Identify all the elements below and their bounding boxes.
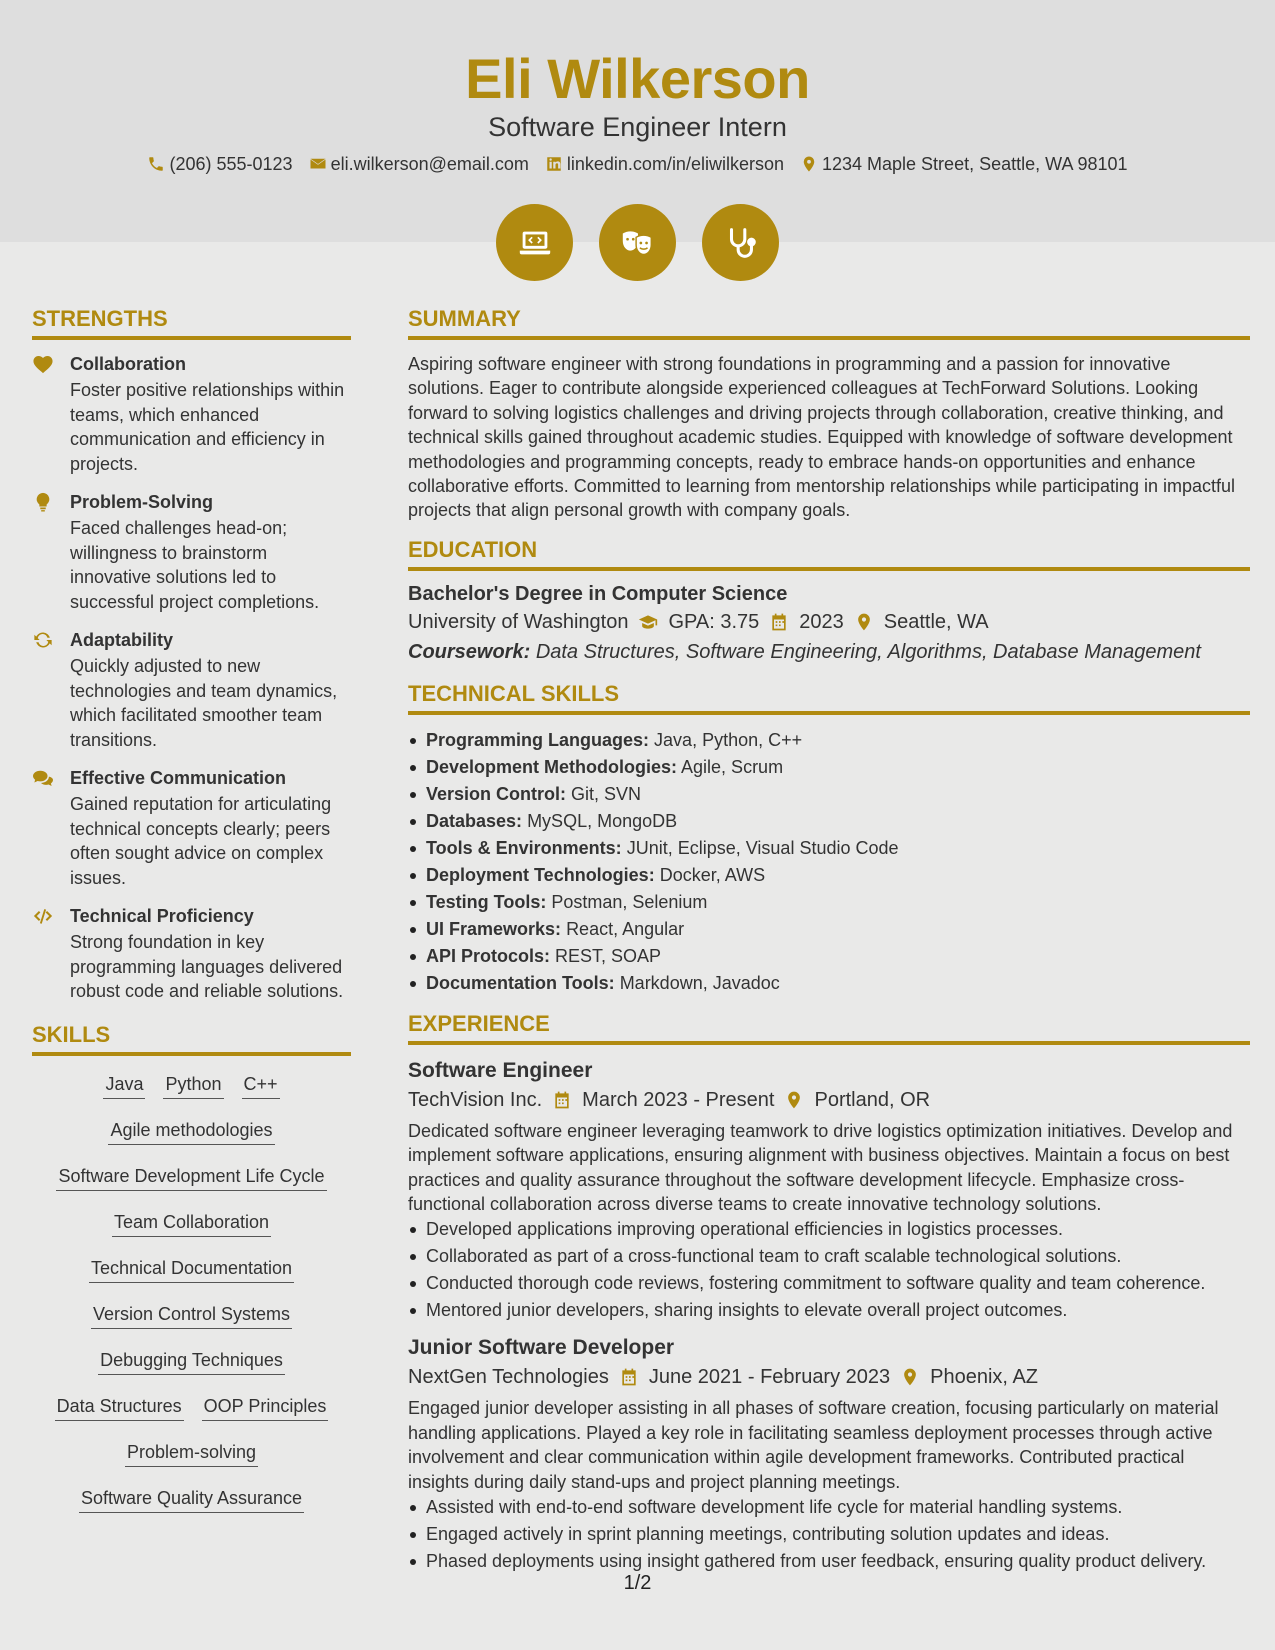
skill-values: Git, SVN (571, 783, 642, 804)
laptop-code-icon (496, 204, 573, 281)
skills-list (32, 1068, 351, 1513)
job-description: Engaged junior developer assisting in all phases of software creation, focusing particularly on material handling applications. Played a key role in facilitating seamless deployment processes through active involvement and clear communication within agile development frameworks. Contributed practical insights during daily stand-ups and project planning meetings. (408, 1398, 1219, 1492)
strength-title: Adaptability (70, 630, 174, 650)
list-item (408, 754, 1250, 781)
map-marker-icon (784, 1090, 804, 1110)
strength-item (32, 352, 351, 476)
education-year: 2023 (799, 610, 844, 633)
hobby-icons (0, 204, 1275, 281)
lightbulb-icon (32, 492, 54, 512)
phone-text: (206) 555-0123 (169, 154, 293, 174)
email-text: eli.wilkerson@email.com (330, 154, 529, 174)
theater-masks-icon (599, 204, 676, 281)
map-marker-icon (800, 155, 818, 173)
calendar-icon (769, 612, 789, 632)
skill-category: Databases: (426, 810, 523, 831)
list-item: Phased deployments using insight gathered from user feedback, ensuring quality product delivery. (408, 1548, 1250, 1575)
education-school: University of Washington (408, 610, 629, 633)
summary-heading: SUMMARY (408, 306, 1250, 340)
list-item: Mentored junior developers, sharing insights to elevate overall project outcomes. (408, 1297, 1250, 1324)
linkedin-text: linkedin.com/in/eliwilkerson (566, 154, 784, 174)
skill-values: REST, SOAP (555, 945, 662, 966)
strength-item (32, 490, 351, 614)
left-column (32, 306, 351, 1532)
list-item: Developed applications improving operational efficiencies in logistics processes. (408, 1216, 1250, 1243)
list-item (408, 970, 1250, 997)
skill-tag: Technical Documentation (89, 1256, 294, 1283)
skill-category: Testing Tools: (426, 891, 547, 912)
skill-tag: Team Collaboration (112, 1210, 271, 1237)
skills-heading: SKILLS (32, 1022, 351, 1056)
education-heading: EDUCATION (408, 537, 1250, 571)
job-location: Portland, OR (814, 1088, 931, 1111)
strengths-heading: STRENGTHS (32, 306, 351, 340)
map-marker-icon (854, 612, 874, 632)
job-company: NextGen Technologies (408, 1366, 609, 1389)
skill-tag: Software Development Life Cycle (56, 1164, 326, 1191)
strength-title: Technical Proficiency (70, 906, 254, 926)
skill-category: Deployment Technologies: (426, 864, 655, 885)
job-description: Dedicated software engineer leveraging teamwork to drive logistics optimization initiatives. Develop and implement software applications, ensuring alignment with business objectives. Maintain a focus on best practices and quality assurance throughout the software development lifecycle. Emphasize cross-functional collaboration across diverse teams to create innovative technology solutions. (408, 1120, 1233, 1215)
code-icon (32, 906, 54, 926)
job-title: Software Engineer (408, 1058, 593, 1082)
job-entry (408, 1057, 1250, 1325)
list-item (408, 889, 1250, 916)
skill-tag: OOP Principles (202, 1394, 329, 1421)
education-gpa: GPA: 3.75 (668, 610, 760, 633)
strength-desc: Strong foundation in key programming languages delivered robust code and reliable solutions. (70, 932, 344, 1001)
strength-title: Effective Communication (70, 768, 287, 788)
strength-title: Collaboration (70, 354, 186, 374)
skill-category: Tools & Environments: (426, 837, 622, 858)
phone-icon (147, 155, 165, 173)
job-bullets (408, 1216, 1250, 1324)
job-company: TechVision Inc. (408, 1088, 543, 1111)
technical-skills-heading: TECHNICAL SKILLS (408, 681, 1250, 715)
job-entry (408, 1334, 1250, 1575)
job-bullets (408, 1494, 1250, 1575)
job-title: Junior Software Developer (408, 1336, 675, 1360)
contact-linkedin[interactable] (545, 152, 784, 176)
job-meta (408, 1362, 1250, 1392)
map-marker-icon (900, 1367, 920, 1387)
envelope-icon (309, 155, 327, 173)
education-degree: Bachelor's Degree in Computer Science (408, 582, 788, 605)
job-dates: March 2023 - Present (582, 1088, 775, 1111)
skill-values: Markdown, Javadoc (619, 972, 780, 993)
job-meta (408, 1085, 1250, 1115)
address-text: 1234 Maple Street, Seattle, WA 98101 (821, 154, 1128, 174)
summary-text: Aspiring software engineer with strong foundations in programming and a passion for innovative solutions. Eager to contribute alongside experienced colleagues at TechForward Solutions. Looking forward to solving logistics challenges and driving projects through collaboration, creative thinking, and technical skills gained throughout academic studies. Equipped with knowledge of software development methodologies and programming concepts, ready to embrace hands-on opportunities and enhance collaborative efforts. Committed to learning from mentorship relationships while participating in impactful projects that align personal growth with company goals. (408, 354, 1236, 521)
strength-desc: Gained reputation for articulating technical concepts clearly; peers often sought advice on complex issues. (70, 794, 332, 888)
strength-item (32, 904, 351, 1004)
job-dates: June 2021 - February 2023 (648, 1366, 891, 1389)
skill-values: Java, Python, C++ (654, 729, 803, 750)
list-item: Conducted thorough code reviews, fostering commitment to software quality and team coherence. (408, 1270, 1250, 1297)
list-item: Assisted with end-to-end software development life cycle for material handling systems. (408, 1494, 1250, 1521)
strength-desc: Foster positive relationships within teams, which enhanced communication and efficiency in projects. (70, 380, 345, 474)
list-item (408, 916, 1250, 943)
skill-category: Version Control: (426, 783, 567, 804)
list-item (408, 835, 1250, 862)
skill-category: Development Methodologies: (426, 756, 678, 777)
education-location: Seattle, WA (883, 610, 989, 633)
strength-item (32, 766, 351, 890)
list-item (408, 862, 1250, 889)
skill-values: React, Angular (566, 918, 685, 939)
calendar-icon (552, 1090, 572, 1110)
strength-item (32, 628, 351, 752)
job-location: Phoenix, AZ (930, 1366, 1038, 1389)
sync-icon (32, 630, 54, 650)
list-item: Engaged actively in sprint planning meetings, contributing solution updates and ideas. (408, 1521, 1250, 1548)
candidate-name: Eli Wilkerson (465, 47, 810, 110)
skill-values: Agile, Scrum (681, 756, 784, 777)
contact-phone[interactable] (147, 152, 292, 176)
skill-category: Documentation Tools: (426, 972, 615, 993)
skill-values: JUnit, Eclipse, Visual Studio Code (626, 837, 899, 858)
page-number: 1/2 (623, 1572, 652, 1594)
skill-tag: Problem-solving (125, 1440, 258, 1467)
skill-tag: Agile methodologies (108, 1118, 274, 1145)
skill-category: API Protocols: (426, 945, 551, 966)
contact-email[interactable] (309, 152, 529, 176)
strength-title: Problem-Solving (70, 492, 214, 512)
skill-tag: Java (103, 1072, 145, 1099)
technical-skills-list (408, 727, 1250, 997)
linkedin-icon (545, 155, 563, 173)
skill-tag: Python (163, 1072, 223, 1099)
list-item (408, 727, 1250, 754)
skill-tag: Software Quality Assurance (79, 1486, 304, 1513)
skill-tag: C++ (242, 1072, 280, 1099)
strength-desc: Faced challenges head-on; willingness to brainstorm innovative solutions led to successful project completions. (70, 518, 320, 612)
list-item (408, 943, 1250, 970)
contact-bar (0, 152, 1275, 176)
list-item (408, 808, 1250, 835)
comments-icon (32, 768, 54, 788)
skill-tag: Debugging Techniques (98, 1348, 285, 1375)
skill-values: Docker, AWS (659, 864, 766, 885)
right-column (408, 306, 1250, 1585)
skill-tag: Data Structures (55, 1394, 184, 1421)
skill-tag: Version Control Systems (91, 1302, 292, 1329)
education-meta (408, 607, 1250, 637)
calendar-icon (619, 1367, 639, 1387)
list-item: Collaborated as part of a cross-functional team to craft scalable technological solutions. (408, 1243, 1250, 1270)
skill-category: UI Frameworks: (426, 918, 562, 939)
skill-category: Programming Languages: (426, 729, 650, 750)
skill-values: MySQL, MongoDB (527, 810, 678, 831)
stethoscope-icon (702, 204, 779, 281)
skill-values: Postman, Selenium (551, 891, 708, 912)
list-item (408, 781, 1250, 808)
strength-desc: Quickly adjusted to new technologies and team dynamics, which facilitated smoother team transitions. (70, 656, 338, 750)
coursework-label: Coursework: (408, 640, 531, 663)
coursework (408, 637, 1250, 667)
candidate-title: Software Engineer Intern (488, 112, 787, 142)
contact-address (800, 152, 1128, 176)
graduation-cap-icon (638, 612, 658, 632)
coursework-list: Data Structures, Software Engineering, Algorithms, Database Management (535, 640, 1201, 663)
experience-heading: EXPERIENCE (408, 1011, 1250, 1045)
heart-icon (32, 354, 54, 374)
